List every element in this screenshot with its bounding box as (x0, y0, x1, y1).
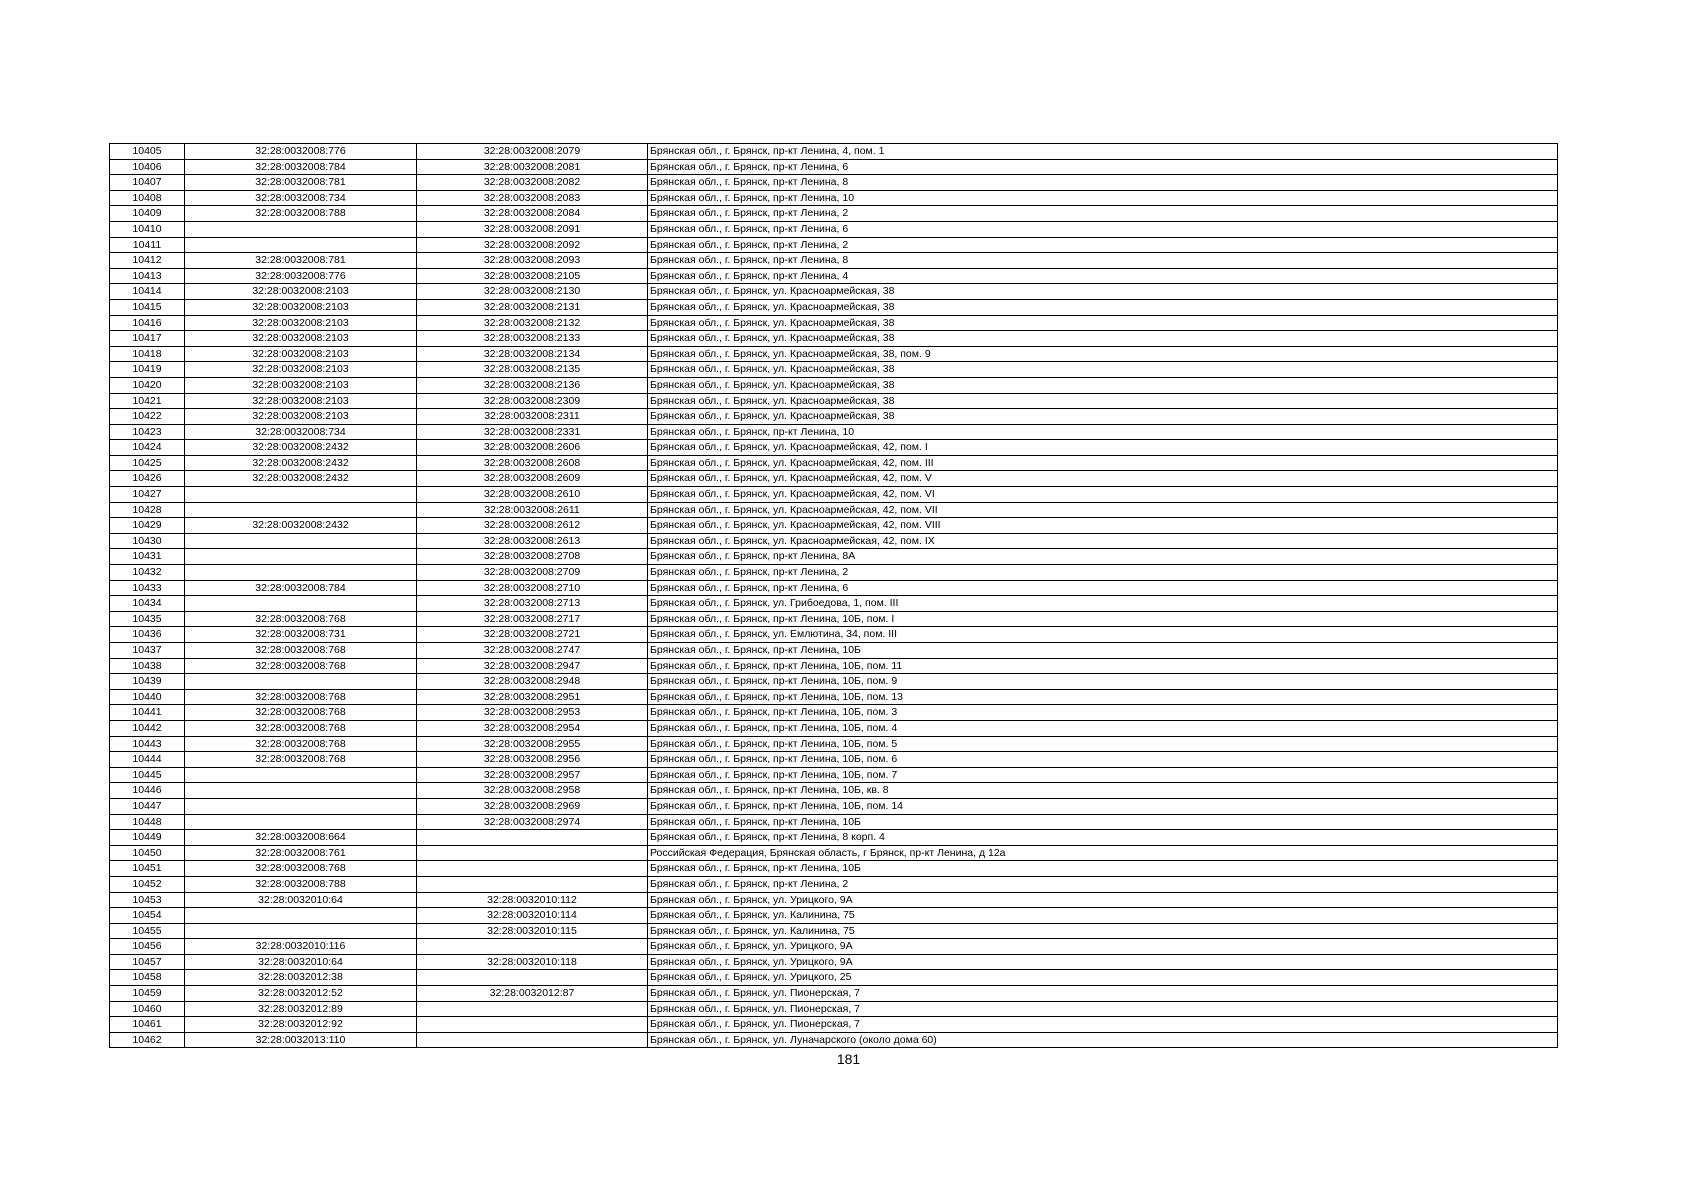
address-cell: Брянская обл., г. Брянск, ул. Красноармейская, 38 (648, 393, 1558, 409)
cadastral-number-cell (417, 845, 648, 861)
row-number-cell: 10434 (110, 596, 185, 612)
address-cell: Брянская обл., г. Брянск, ул. Красноармейская, 38 (648, 315, 1558, 331)
cadastral-number-cell: 32:28:0032008:2951 (417, 689, 648, 705)
cadastral-number-cell: 32:28:0032008:2606 (417, 440, 648, 456)
table-row (110, 284, 1558, 300)
row-number-cell: 10425 (110, 455, 185, 471)
cadastral-number-cell (417, 939, 648, 955)
cadastral-number-cell: 32:28:0032010:112 (417, 892, 648, 908)
table-row (110, 720, 1558, 736)
address-cell: Брянская обл., г. Брянск, ул. Урицкого, 25 (648, 970, 1558, 986)
table-row (110, 658, 1558, 674)
cadastral-number-cell (417, 1032, 648, 1048)
table-row (110, 1017, 1558, 1033)
row-number-cell: 10405 (110, 144, 185, 160)
row-number-cell: 10441 (110, 705, 185, 721)
row-number-cell: 10424 (110, 440, 185, 456)
row-number-cell: 10409 (110, 206, 185, 222)
cadastral-number-cell: 32:28:0032008:2710 (417, 580, 648, 596)
cadastral-number-cell (417, 970, 648, 986)
row-number-cell: 10444 (110, 752, 185, 768)
cadastral-number-parent-cell (185, 923, 417, 939)
address-cell: Брянская обл., г. Брянск, ул. Красноармейская, 38 (648, 377, 1558, 393)
row-number-cell: 10459 (110, 986, 185, 1002)
cadastral-number-parent-cell: 32:28:0032012:52 (185, 986, 417, 1002)
cadastral-number-cell (417, 861, 648, 877)
row-number-cell: 10429 (110, 518, 185, 534)
cadastral-number-cell: 32:28:0032008:2956 (417, 752, 648, 768)
cadastral-number-parent-cell: 32:28:0032008:2103 (185, 377, 417, 393)
row-number-cell: 10453 (110, 892, 185, 908)
row-number-cell: 10431 (110, 549, 185, 565)
cadastral-number-parent-cell: 32:28:0032008:784 (185, 159, 417, 175)
cadastral-number-cell: 32:28:0032008:2311 (417, 409, 648, 425)
address-cell: Брянская обл., г. Брянск, пр-кт Ленина, 8 (648, 175, 1558, 191)
cadastral-number-cell: 32:28:0032008:2083 (417, 190, 648, 206)
row-number-cell: 10452 (110, 876, 185, 892)
cadastral-number-parent-cell (185, 487, 417, 503)
cadastral-number-parent-cell: 32:28:0032008:781 (185, 175, 417, 191)
row-number-cell: 10406 (110, 159, 185, 175)
cadastral-number-cell: 32:28:0032008:2131 (417, 299, 648, 315)
cadastral-number-parent-cell: 32:28:0032008:731 (185, 627, 417, 643)
row-number-cell: 10427 (110, 487, 185, 503)
cadastral-number-parent-cell: 32:28:0032010:64 (185, 892, 417, 908)
address-cell: Брянская обл., г. Брянск, ул. Красноармейская, 38 (648, 331, 1558, 347)
table-row (110, 923, 1558, 939)
row-number-cell: 10414 (110, 284, 185, 300)
row-number-cell: 10408 (110, 190, 185, 206)
cadastral-number-cell: 32:28:0032008:2954 (417, 720, 648, 736)
address-cell: Брянская обл., г. Брянск, ул. Калинина, 75 (648, 923, 1558, 939)
address-cell: Брянская обл., г. Брянск, пр-кт Ленина, 2 (648, 237, 1558, 253)
row-number-cell: 10438 (110, 658, 185, 674)
table-row (110, 471, 1558, 487)
cadastral-number-parent-cell: 32:28:0032008:2103 (185, 393, 417, 409)
table-row (110, 830, 1558, 846)
row-number-cell: 10458 (110, 970, 185, 986)
address-cell: Брянская обл., г. Брянск, пр-кт Ленина, 10Б, пом. 13 (648, 689, 1558, 705)
row-number-cell: 10417 (110, 331, 185, 347)
cadastral-number-parent-cell (185, 798, 417, 814)
table-row (110, 409, 1558, 425)
table-row (110, 627, 1558, 643)
cadastral-number-parent-cell (185, 533, 417, 549)
row-number-cell: 10445 (110, 767, 185, 783)
cadastral-number-parent-cell: 32:28:0032012:89 (185, 1001, 417, 1017)
table-row (110, 221, 1558, 237)
cadastral-number-cell: 32:28:0032008:2958 (417, 783, 648, 799)
address-cell: Брянская обл., г. Брянск, пр-кт Ленина, 8 (648, 253, 1558, 269)
table-row (110, 331, 1558, 347)
cadastral-number-cell: 32:28:0032008:2708 (417, 549, 648, 565)
cadastral-number-parent-cell: 32:28:0032008:2103 (185, 346, 417, 362)
row-number-cell: 10418 (110, 346, 185, 362)
cadastral-number-cell: 32:28:0032008:2133 (417, 331, 648, 347)
address-cell: Брянская обл., г. Брянск, пр-кт Ленина, 10 (648, 190, 1558, 206)
address-cell: Брянская обл., г. Брянск, пр-кт Ленина, 10 (648, 424, 1558, 440)
row-number-cell: 10413 (110, 268, 185, 284)
row-number-cell: 10455 (110, 923, 185, 939)
address-cell: Брянская обл., г. Брянск, ул. Красноармейская, 38, пом. 9 (648, 346, 1558, 362)
table-row (110, 783, 1558, 799)
table-row (110, 190, 1558, 206)
address-cell: Брянская обл., г. Брянск, ул. Грибоедова, 1, пом. III (648, 596, 1558, 612)
cadastral-number-cell: 32:28:0032010:118 (417, 954, 648, 970)
cadastral-number-parent-cell: 32:28:0032008:788 (185, 876, 417, 892)
table-row (110, 674, 1558, 690)
cadastral-number-parent-cell: 32:28:0032008:776 (185, 268, 417, 284)
row-number-cell: 10442 (110, 720, 185, 736)
address-cell: Брянская обл., г. Брянск, пр-кт Ленина, 6 (648, 159, 1558, 175)
row-number-cell: 10415 (110, 299, 185, 315)
table-row (110, 705, 1558, 721)
cadastral-number-cell: 32:28:0032008:2084 (417, 206, 648, 222)
registry-table-body (110, 144, 1558, 1048)
cadastral-number-cell: 32:28:0032008:2957 (417, 767, 648, 783)
row-number-cell: 10439 (110, 674, 185, 690)
cadastral-number-cell: 32:28:0032008:2612 (417, 518, 648, 534)
address-cell: Брянская обл., г. Брянск, пр-кт Ленина, 2 (648, 206, 1558, 222)
cadastral-number-parent-cell: 32:28:0032008:761 (185, 845, 417, 861)
cadastral-number-cell: 32:28:0032008:2135 (417, 362, 648, 378)
address-cell: Брянская обл., г. Брянск, ул. Пионерская, 7 (648, 1001, 1558, 1017)
table-row (110, 814, 1558, 830)
table-row (110, 487, 1558, 503)
table-row (110, 611, 1558, 627)
cadastral-number-parent-cell: 32:28:0032008:768 (185, 611, 417, 627)
row-number-cell: 10449 (110, 830, 185, 846)
row-number-cell: 10457 (110, 954, 185, 970)
cadastral-number-cell: 32:28:0032008:2079 (417, 144, 648, 160)
address-cell: Брянская обл., г. Брянск, пр-кт Ленина, 6 (648, 221, 1558, 237)
address-cell: Брянская обл., г. Брянск, ул. Красноармейская, 42, пом. IX (648, 533, 1558, 549)
cadastral-number-cell: 32:28:0032008:2093 (417, 253, 648, 269)
cadastral-number-cell: 32:28:0032008:2947 (417, 658, 648, 674)
table-row (110, 767, 1558, 783)
cadastral-number-parent-cell: 32:28:0032008:2103 (185, 315, 417, 331)
table-row (110, 580, 1558, 596)
address-cell: Брянская обл., г. Брянск, ул. Красноармейская, 38 (648, 284, 1558, 300)
address-cell: Брянская обл., г. Брянск, пр-кт Ленина, 2 (648, 876, 1558, 892)
address-cell: Брянская обл., г. Брянск, пр-кт Ленина, 10Б, пом. 4 (648, 720, 1558, 736)
table-row (110, 346, 1558, 362)
cadastral-number-cell: 32:28:0032008:2974 (417, 814, 648, 830)
address-cell: Брянская обл., г. Брянск, пр-кт Ленина, 8А (648, 549, 1558, 565)
row-number-cell: 10420 (110, 377, 185, 393)
table-row (110, 424, 1558, 440)
table-row (110, 393, 1558, 409)
address-cell: Брянская обл., г. Брянск, ул. Урицкого, 9А (648, 939, 1558, 955)
table-row (110, 253, 1558, 269)
table-row (110, 455, 1558, 471)
address-cell: Брянская обл., г. Брянск, ул. Красноармейская, 42, пом. I (648, 440, 1558, 456)
address-cell: Брянская обл., г. Брянск, пр-кт Ленина, 2 (648, 565, 1558, 581)
cadastral-number-parent-cell (185, 237, 417, 253)
address-cell: Брянская обл., г. Брянск, пр-кт Ленина, 10Б (648, 643, 1558, 659)
row-number-cell: 10407 (110, 175, 185, 191)
address-cell: Брянская обл., г. Брянск, пр-кт Ленина, 10Б (648, 861, 1558, 877)
table-row (110, 752, 1558, 768)
cadastral-number-parent-cell (185, 767, 417, 783)
row-number-cell: 10437 (110, 643, 185, 659)
cadastral-number-parent-cell (185, 221, 417, 237)
cadastral-number-cell (417, 1001, 648, 1017)
row-number-cell: 10421 (110, 393, 185, 409)
cadastral-number-parent-cell (185, 814, 417, 830)
row-number-cell: 10461 (110, 1017, 185, 1033)
table-row (110, 876, 1558, 892)
row-number-cell: 10430 (110, 533, 185, 549)
cadastral-number-parent-cell: 32:28:0032008:2103 (185, 331, 417, 347)
cadastral-number-parent-cell: 32:28:0032008:768 (185, 752, 417, 768)
cadastral-number-parent-cell: 32:28:0032010:116 (185, 939, 417, 955)
cadastral-number-parent-cell: 32:28:0032008:2432 (185, 471, 417, 487)
table-row (110, 518, 1558, 534)
address-cell: Брянская обл., г. Брянск, пр-кт Ленина, 10Б, пом. 7 (648, 767, 1558, 783)
address-cell: Брянская обл., г. Брянск, ул. Емлютина, 34, пом. III (648, 627, 1558, 643)
address-cell: Брянская обл., г. Брянск, ул. Красноармейская, 38 (648, 299, 1558, 315)
row-number-cell: 10456 (110, 939, 185, 955)
cadastral-number-cell: 32:28:0032008:2717 (417, 611, 648, 627)
table-row (110, 206, 1558, 222)
address-cell: Брянская обл., г. Брянск, ул. Красноармейская, 42, пом. VII (648, 502, 1558, 518)
cadastral-number-cell: 32:28:0032008:2611 (417, 502, 648, 518)
cadastral-number-parent-cell: 32:28:0032010:64 (185, 954, 417, 970)
cadastral-number-parent-cell: 32:28:0032008:788 (185, 206, 417, 222)
address-cell: Брянская обл., г. Брянск, ул. Урицкого, 9А (648, 892, 1558, 908)
cadastral-number-cell: 32:28:0032010:115 (417, 923, 648, 939)
table-row (110, 845, 1558, 861)
cadastral-number-parent-cell: 32:28:0032008:768 (185, 689, 417, 705)
cadastral-number-cell: 32:28:0032008:2092 (417, 237, 648, 253)
cadastral-number-cell: 32:28:0032008:2081 (417, 159, 648, 175)
row-number-cell: 10454 (110, 908, 185, 924)
row-number-cell: 10416 (110, 315, 185, 331)
table-row (110, 861, 1558, 877)
table-row (110, 268, 1558, 284)
row-number-cell: 10448 (110, 814, 185, 830)
cadastral-number-parent-cell: 32:28:0032008:784 (185, 580, 417, 596)
row-number-cell: 10451 (110, 861, 185, 877)
address-cell: Брянская обл., г. Брянск, ул. Красноармейская, 42, пом. VIII (648, 518, 1558, 534)
table-row (110, 362, 1558, 378)
row-number-cell: 10410 (110, 221, 185, 237)
table-row (110, 970, 1558, 986)
table-row (110, 159, 1558, 175)
cadastral-number-parent-cell: 32:28:0032008:2432 (185, 440, 417, 456)
row-number-cell: 10447 (110, 798, 185, 814)
address-cell: Брянская обл., г. Брянск, ул. Красноармейская, 42, пом. V (648, 471, 1558, 487)
table-row (110, 440, 1558, 456)
cadastral-number-cell: 32:28:0032008:2955 (417, 736, 648, 752)
address-cell: Брянская обл., г. Брянск, пр-кт Ленина, 4, пом. 1 (648, 144, 1558, 160)
address-cell: Брянская обл., г. Брянск, пр-кт Ленина, 10Б, пом. 14 (648, 798, 1558, 814)
page-number: 181 (836, 1051, 861, 1067)
cadastral-number-parent-cell: 32:28:0032008:768 (185, 705, 417, 721)
row-number-cell: 10428 (110, 502, 185, 518)
address-cell: Брянская обл., г. Брянск, ул. Пионерская, 7 (648, 986, 1558, 1002)
cadastral-number-parent-cell: 32:28:0032008:2103 (185, 299, 417, 315)
cadastral-number-parent-cell (185, 596, 417, 612)
cadastral-number-cell: 32:28:0032008:2309 (417, 393, 648, 409)
row-number-cell: 10462 (110, 1032, 185, 1048)
table-row (110, 954, 1558, 970)
cadastral-number-cell: 32:28:0032008:2709 (417, 565, 648, 581)
cadastral-number-parent-cell: 32:28:0032008:768 (185, 861, 417, 877)
table-row (110, 502, 1558, 518)
address-cell: Российская Федерация, Брянская область, г Брянск, пр-кт Ленина, д 12а (648, 845, 1558, 861)
cadastral-number-cell: 32:28:0032008:2134 (417, 346, 648, 362)
address-cell: Брянская обл., г. Брянск, пр-кт Ленина, 10Б, пом. I (648, 611, 1558, 627)
cadastral-number-parent-cell (185, 502, 417, 518)
cadastral-number-cell: 32:28:0032008:2130 (417, 284, 648, 300)
cadastral-number-parent-cell (185, 908, 417, 924)
cadastral-number-cell: 32:28:0032008:2105 (417, 268, 648, 284)
cadastral-number-cell: 32:28:0032008:2713 (417, 596, 648, 612)
cadastral-number-cell (417, 876, 648, 892)
row-number-cell: 10460 (110, 1001, 185, 1017)
address-cell: Брянская обл., г. Брянск, пр-кт Ленина, 8 корп. 4 (648, 830, 1558, 846)
table-row (110, 689, 1558, 705)
cadastral-number-parent-cell (185, 783, 417, 799)
address-cell: Брянская обл., г. Брянск, пр-кт Ленина, 10Б, пом. 5 (648, 736, 1558, 752)
address-cell: Брянская обл., г. Брянск, пр-кт Ленина, 10Б, пом. 6 (648, 752, 1558, 768)
table-row (110, 315, 1558, 331)
row-number-cell: 10440 (110, 689, 185, 705)
address-cell: Брянская обл., г. Брянск, ул. Красноармейская, 38 (648, 409, 1558, 425)
cadastral-number-cell: 32:28:0032010:114 (417, 908, 648, 924)
address-cell: Брянская обл., г. Брянск, ул. Пионерская, 7 (648, 1017, 1558, 1033)
cadastral-number-cell: 32:28:0032008:2132 (417, 315, 648, 331)
table-row (110, 986, 1558, 1002)
table-row (110, 175, 1558, 191)
row-number-cell: 10422 (110, 409, 185, 425)
address-cell: Брянская обл., г. Брянск, ул. Калинина, 75 (648, 908, 1558, 924)
cadastral-number-parent-cell: 32:28:0032008:768 (185, 643, 417, 659)
cadastral-number-parent-cell: 32:28:0032008:2103 (185, 284, 417, 300)
table-row (110, 643, 1558, 659)
table-row (110, 798, 1558, 814)
cadastral-number-cell: 32:28:0032008:2610 (417, 487, 648, 503)
cadastral-number-cell: 32:28:0032008:2608 (417, 455, 648, 471)
cadastral-number-parent-cell: 32:28:0032008:2103 (185, 362, 417, 378)
row-number-cell: 10446 (110, 783, 185, 799)
table-row (110, 892, 1558, 908)
cadastral-number-cell: 32:28:0032008:2331 (417, 424, 648, 440)
cadastral-number-parent-cell: 32:28:0032008:2432 (185, 518, 417, 534)
table-row (110, 549, 1558, 565)
row-number-cell: 10433 (110, 580, 185, 596)
address-cell: Брянская обл., г. Брянск, ул. Луначарского (около дома 60) (648, 1032, 1558, 1048)
row-number-cell: 10432 (110, 565, 185, 581)
cadastral-number-cell: 32:28:0032008:2609 (417, 471, 648, 487)
address-cell: Брянская обл., г. Брянск, пр-кт Ленина, 6 (648, 580, 1558, 596)
table-row (110, 736, 1558, 752)
address-cell: Брянская обл., г. Брянск, ул. Красноармейская, 42, пом. VI (648, 487, 1558, 503)
address-cell: Брянская обл., г. Брянск, пр-кт Ленина, 4 (648, 268, 1558, 284)
cadastral-number-cell: 32:28:0032008:2948 (417, 674, 648, 690)
table-row (110, 533, 1558, 549)
row-number-cell: 10419 (110, 362, 185, 378)
cadastral-number-cell (417, 830, 648, 846)
table-row (110, 565, 1558, 581)
cadastral-number-parent-cell: 32:28:0032013:110 (185, 1032, 417, 1048)
row-number-cell: 10412 (110, 253, 185, 269)
cadastral-number-cell: 32:28:0032008:2136 (417, 377, 648, 393)
cadastral-number-cell: 32:28:0032008:2953 (417, 705, 648, 721)
cadastral-number-cell: 32:28:0032008:2747 (417, 643, 648, 659)
row-number-cell: 10450 (110, 845, 185, 861)
table-row (110, 377, 1558, 393)
table-row (110, 299, 1558, 315)
row-number-cell: 10435 (110, 611, 185, 627)
cadastral-number-parent-cell: 32:28:0032008:734 (185, 424, 417, 440)
address-cell: Брянская обл., г. Брянск, пр-кт Ленина, 10Б, пом. 11 (648, 658, 1558, 674)
table-row (110, 144, 1558, 160)
row-number-cell: 10426 (110, 471, 185, 487)
cadastral-number-parent-cell (185, 549, 417, 565)
row-number-cell: 10411 (110, 237, 185, 253)
cadastral-number-parent-cell: 32:28:0032008:768 (185, 720, 417, 736)
address-cell: Брянская обл., г. Брянск, пр-кт Ленина, 10Б, кв. 8 (648, 783, 1558, 799)
cadastral-number-cell: 32:28:0032008:2613 (417, 533, 648, 549)
cadastral-number-cell: 32:28:0032012:87 (417, 986, 648, 1002)
table-row (110, 1001, 1558, 1017)
address-cell: Брянская обл., г. Брянск, пр-кт Ленина, 10Б (648, 814, 1558, 830)
table-row (110, 596, 1558, 612)
table-row (110, 237, 1558, 253)
address-cell: Брянская обл., г. Брянск, ул. Урицкого, 9А (648, 954, 1558, 970)
cadastral-number-cell: 32:28:0032008:2091 (417, 221, 648, 237)
cadastral-number-cell (417, 1017, 648, 1033)
table-row (110, 908, 1558, 924)
cadastral-number-parent-cell (185, 674, 417, 690)
row-number-cell: 10423 (110, 424, 185, 440)
address-cell: Брянская обл., г. Брянск, пр-кт Ленина, 10Б, пом. 3 (648, 705, 1558, 721)
cadastral-number-parent-cell (185, 565, 417, 581)
cadastral-number-parent-cell: 32:28:0032008:734 (185, 190, 417, 206)
registry-table (109, 143, 1558, 1048)
address-cell: Брянская обл., г. Брянск, ул. Красноармейская, 38 (648, 362, 1558, 378)
cadastral-number-parent-cell: 32:28:0032008:2103 (185, 409, 417, 425)
cadastral-number-parent-cell: 32:28:0032012:38 (185, 970, 417, 986)
cadastral-number-cell: 32:28:0032008:2082 (417, 175, 648, 191)
table-row (110, 1032, 1558, 1048)
cadastral-number-parent-cell: 32:28:0032008:768 (185, 658, 417, 674)
cadastral-number-cell: 32:28:0032008:2721 (417, 627, 648, 643)
address-cell: Брянская обл., г. Брянск, пр-кт Ленина, 10Б, пом. 9 (648, 674, 1558, 690)
cadastral-number-parent-cell: 32:28:0032008:776 (185, 144, 417, 160)
table-row (110, 939, 1558, 955)
cadastral-number-parent-cell: 32:28:0032008:2432 (185, 455, 417, 471)
address-cell: Брянская обл., г. Брянск, ул. Красноармейская, 42, пом. III (648, 455, 1558, 471)
row-number-cell: 10436 (110, 627, 185, 643)
cadastral-number-cell: 32:28:0032008:2969 (417, 798, 648, 814)
cadastral-number-parent-cell: 32:28:0032008:768 (185, 736, 417, 752)
cadastral-number-parent-cell: 32:28:0032008:664 (185, 830, 417, 846)
cadastral-number-parent-cell: 32:28:0032012:92 (185, 1017, 417, 1033)
row-number-cell: 10443 (110, 736, 185, 752)
cadastral-number-parent-cell: 32:28:0032008:781 (185, 253, 417, 269)
